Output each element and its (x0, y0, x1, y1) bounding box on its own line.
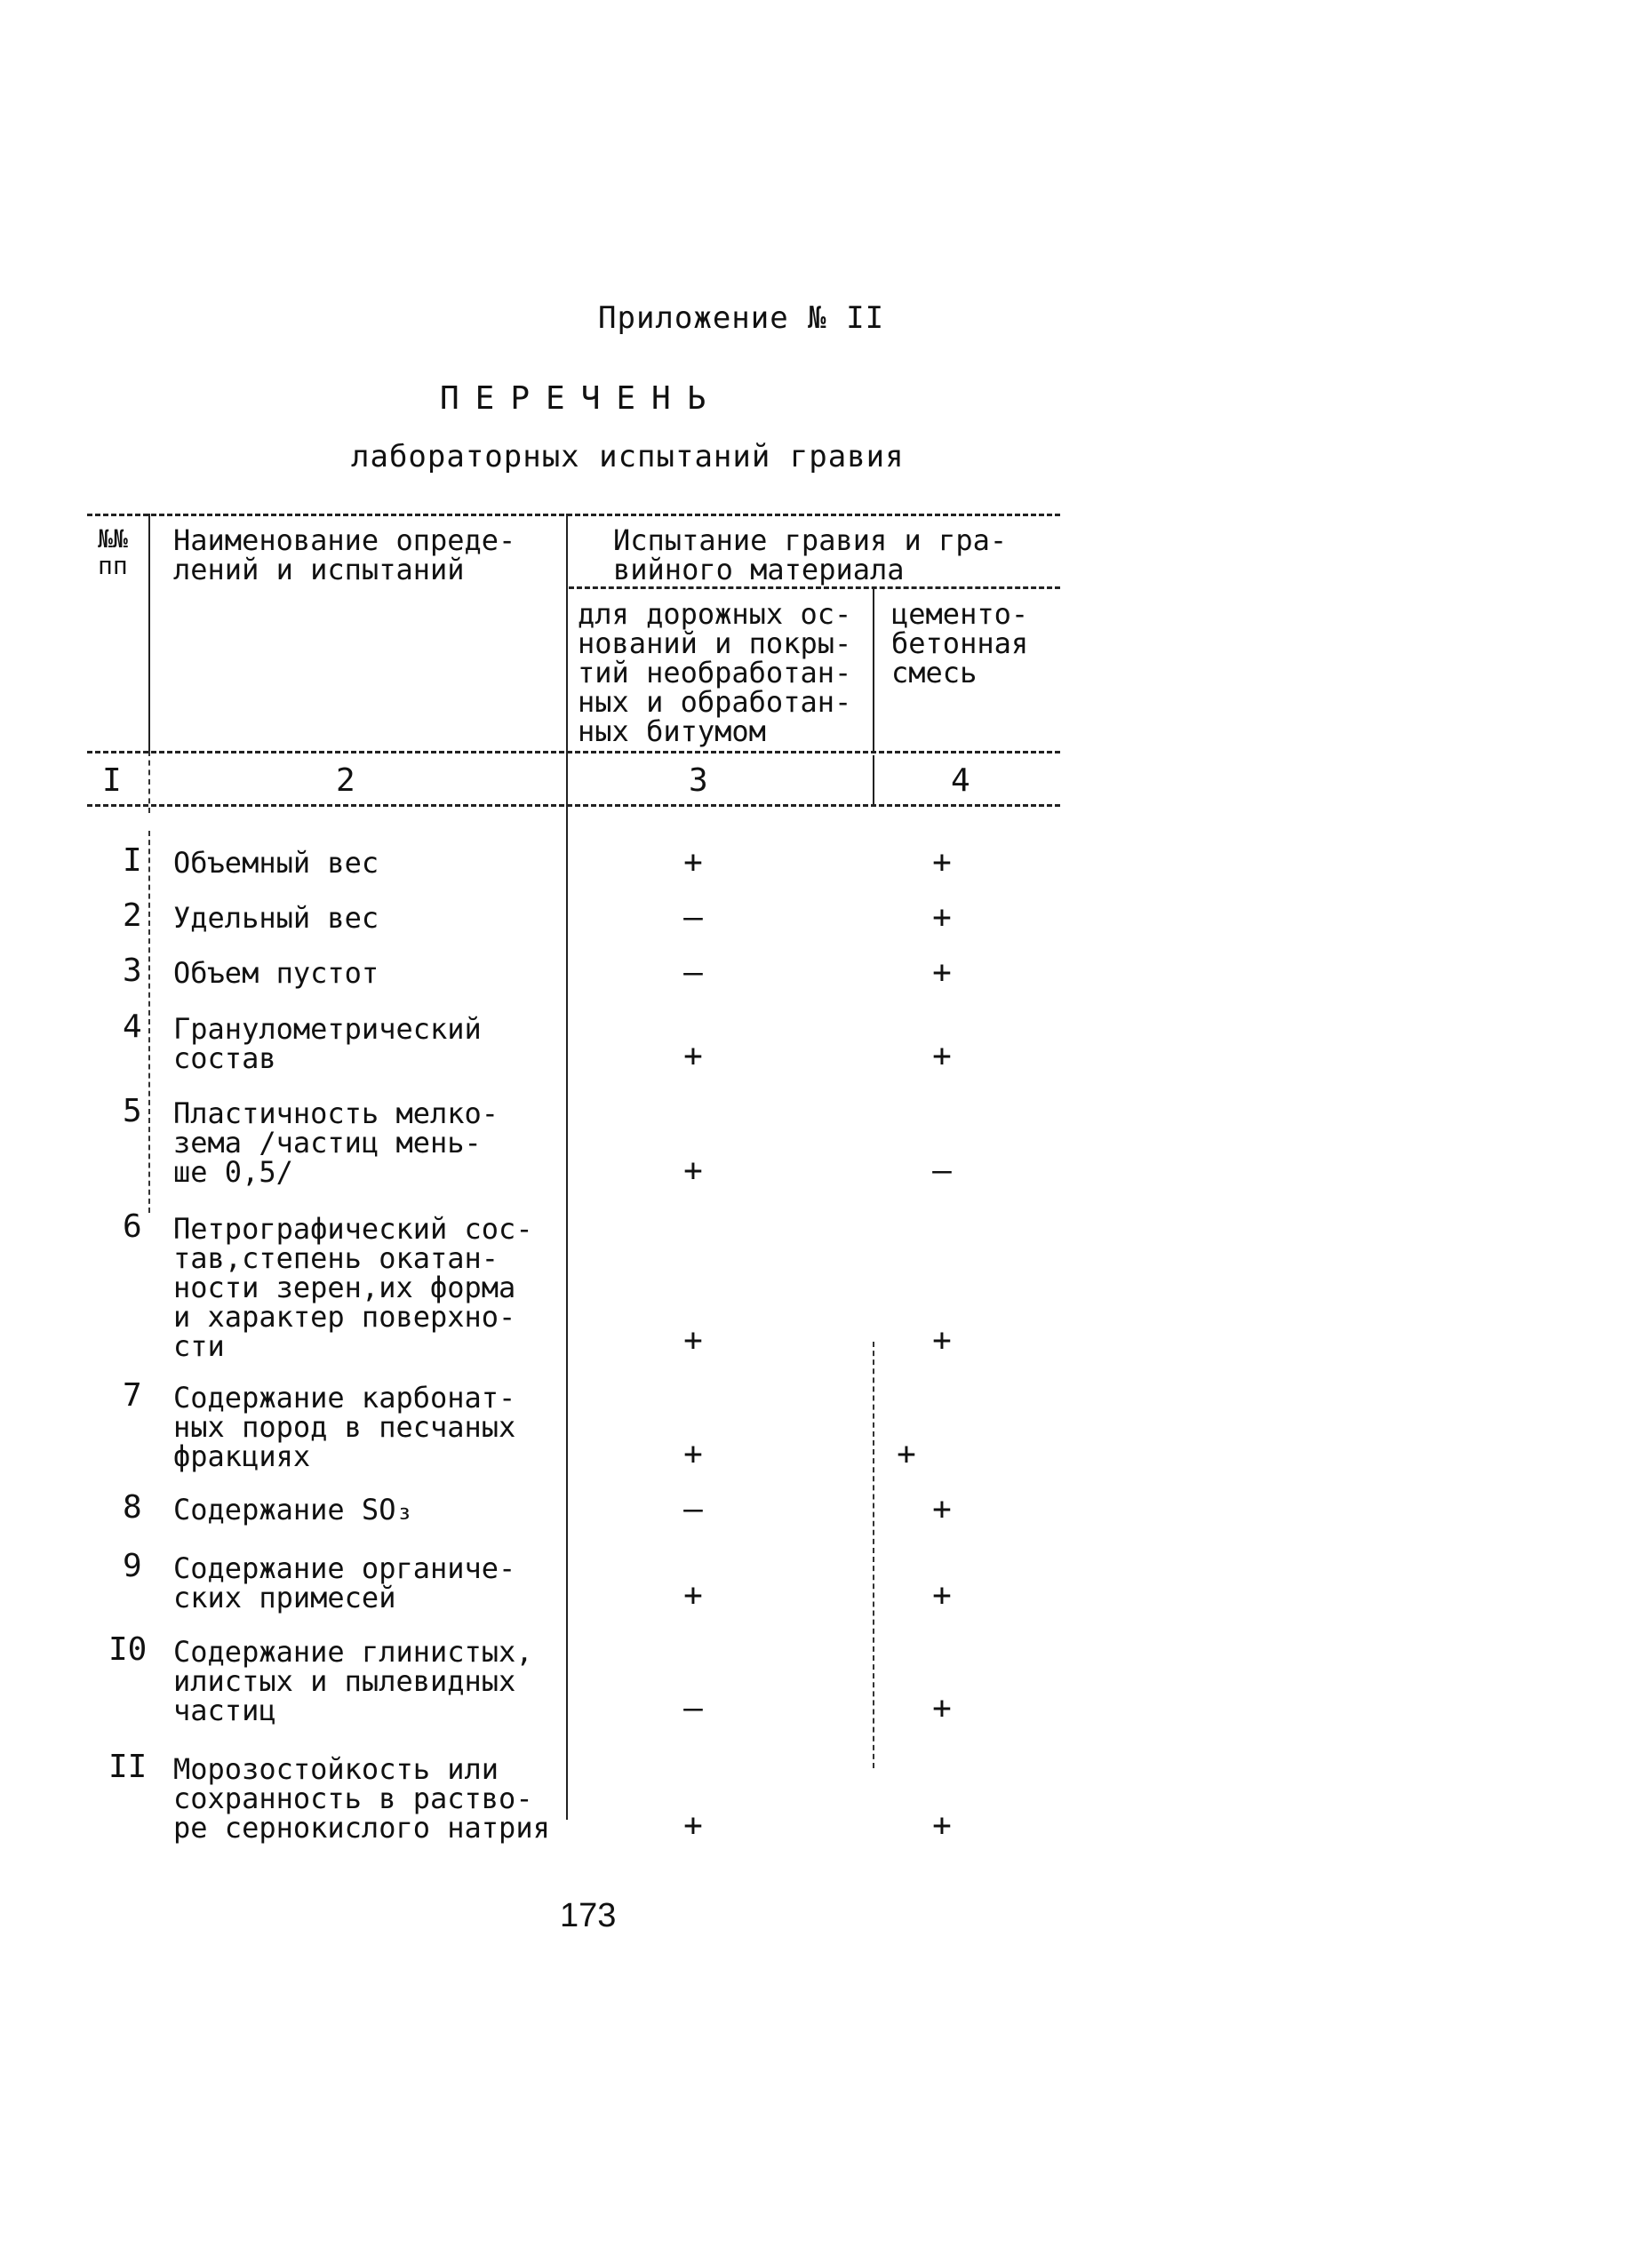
row-number: II (108, 1749, 148, 1785)
row-number: 3 (123, 953, 142, 989)
row-name: Содержание SO₃ (173, 1493, 413, 1527)
cement-concrete-mark: + (932, 1038, 952, 1074)
appendix-title: Приложение № II (598, 300, 885, 336)
row-number: 6 (123, 1208, 142, 1245)
cement-concrete-mark: + (932, 954, 952, 991)
cement-concrete-mark: + (932, 1577, 952, 1614)
row-name: Объемный вес (173, 846, 379, 880)
col3-divider-numbers (873, 755, 874, 804)
row-number: I (123, 842, 142, 879)
col1-divider-header (148, 514, 150, 751)
row-name: Содержание карбонат- ных пород в песчаных фракциях (173, 1381, 516, 1473)
colnum-4: 4 (951, 762, 970, 799)
col3-divider-header (873, 586, 874, 751)
row-number: 2 (123, 897, 142, 934)
col2-divider (566, 514, 568, 1820)
column-numbers-rule (87, 804, 1060, 807)
page-number: 173 (560, 1897, 617, 1934)
row-number: 5 (123, 1093, 142, 1129)
road-base-mark: – (683, 899, 703, 936)
road-base-mark: + (683, 1322, 703, 1359)
col1-divider-numbers (148, 751, 150, 813)
road-base-mark: + (683, 1807, 703, 1844)
header-bottom-rule (87, 751, 1060, 753)
row-name: Содержание органиче- ских примесей (173, 1551, 516, 1614)
colnum-2: 2 (336, 762, 355, 799)
row-name: Содержание глинистых, илистых и пылевидных частиц (173, 1635, 533, 1727)
col1-divider-body (148, 831, 150, 1213)
row-name: Удельный вес (173, 901, 379, 935)
header-col2: Наименование опреде- лений и испытаний (173, 523, 516, 586)
doc-title: ПЕРЕЧЕНЬ (440, 380, 722, 417)
colnum-3: 3 (689, 762, 708, 799)
cement-concrete-mark: + (932, 844, 952, 881)
doc-subtitle: лабораторных испытаний гравия (351, 439, 905, 474)
row-number: 9 (123, 1548, 142, 1584)
row-name: Петрографический сос- тав,степень окатан- ности зерен,их форма и характер поверхно- сти (173, 1212, 533, 1363)
road-base-mark: + (683, 1436, 703, 1472)
cement-concrete-mark: + (932, 1807, 952, 1844)
cement-concrete-mark: + (932, 1491, 952, 1527)
header-col1: №№ пп (98, 524, 128, 580)
road-base-mark: – (683, 1690, 703, 1726)
road-base-mark: + (683, 1038, 703, 1074)
header-col3: для дорожных ос- нований и покры- тий необработан- ных и обработан- ных битумом (578, 597, 852, 748)
group-header-rule (569, 586, 1060, 589)
road-base-mark: – (683, 954, 703, 991)
row-name: Объем пустот (173, 956, 379, 990)
row-number: 7 (123, 1377, 142, 1414)
road-base-mark: + (683, 1152, 703, 1189)
row-number: I0 (108, 1631, 148, 1668)
cement-concrete-mark: + (932, 899, 952, 936)
row-name: Пластичность мелко- зема /частиц мень- ше 0,5/ (173, 1096, 499, 1189)
header-col4: цементо- бетонная смесь (891, 597, 1029, 690)
header-group: Испытание гравия и гра- вийного материала (613, 523, 1008, 586)
colnum-1: I (102, 762, 122, 799)
cement-concrete-mark: – (932, 1152, 952, 1189)
road-base-mark: – (683, 1491, 703, 1527)
cement-concrete-mark: + (932, 1690, 952, 1726)
road-base-mark: + (683, 1577, 703, 1614)
row-number: 8 (123, 1489, 142, 1526)
row-name: Морозостойкость или сохранность в раство- ре сернокислого натрия (173, 1752, 550, 1845)
col3-divider-body (873, 1342, 874, 1768)
row-number: 4 (123, 1008, 142, 1045)
cement-concrete-mark: + (897, 1436, 916, 1472)
road-base-mark: + (683, 844, 703, 881)
cement-concrete-mark: + (932, 1322, 952, 1359)
table-top-rule (87, 514, 1060, 516)
row-name: Гранулометрический состав (173, 1012, 482, 1075)
